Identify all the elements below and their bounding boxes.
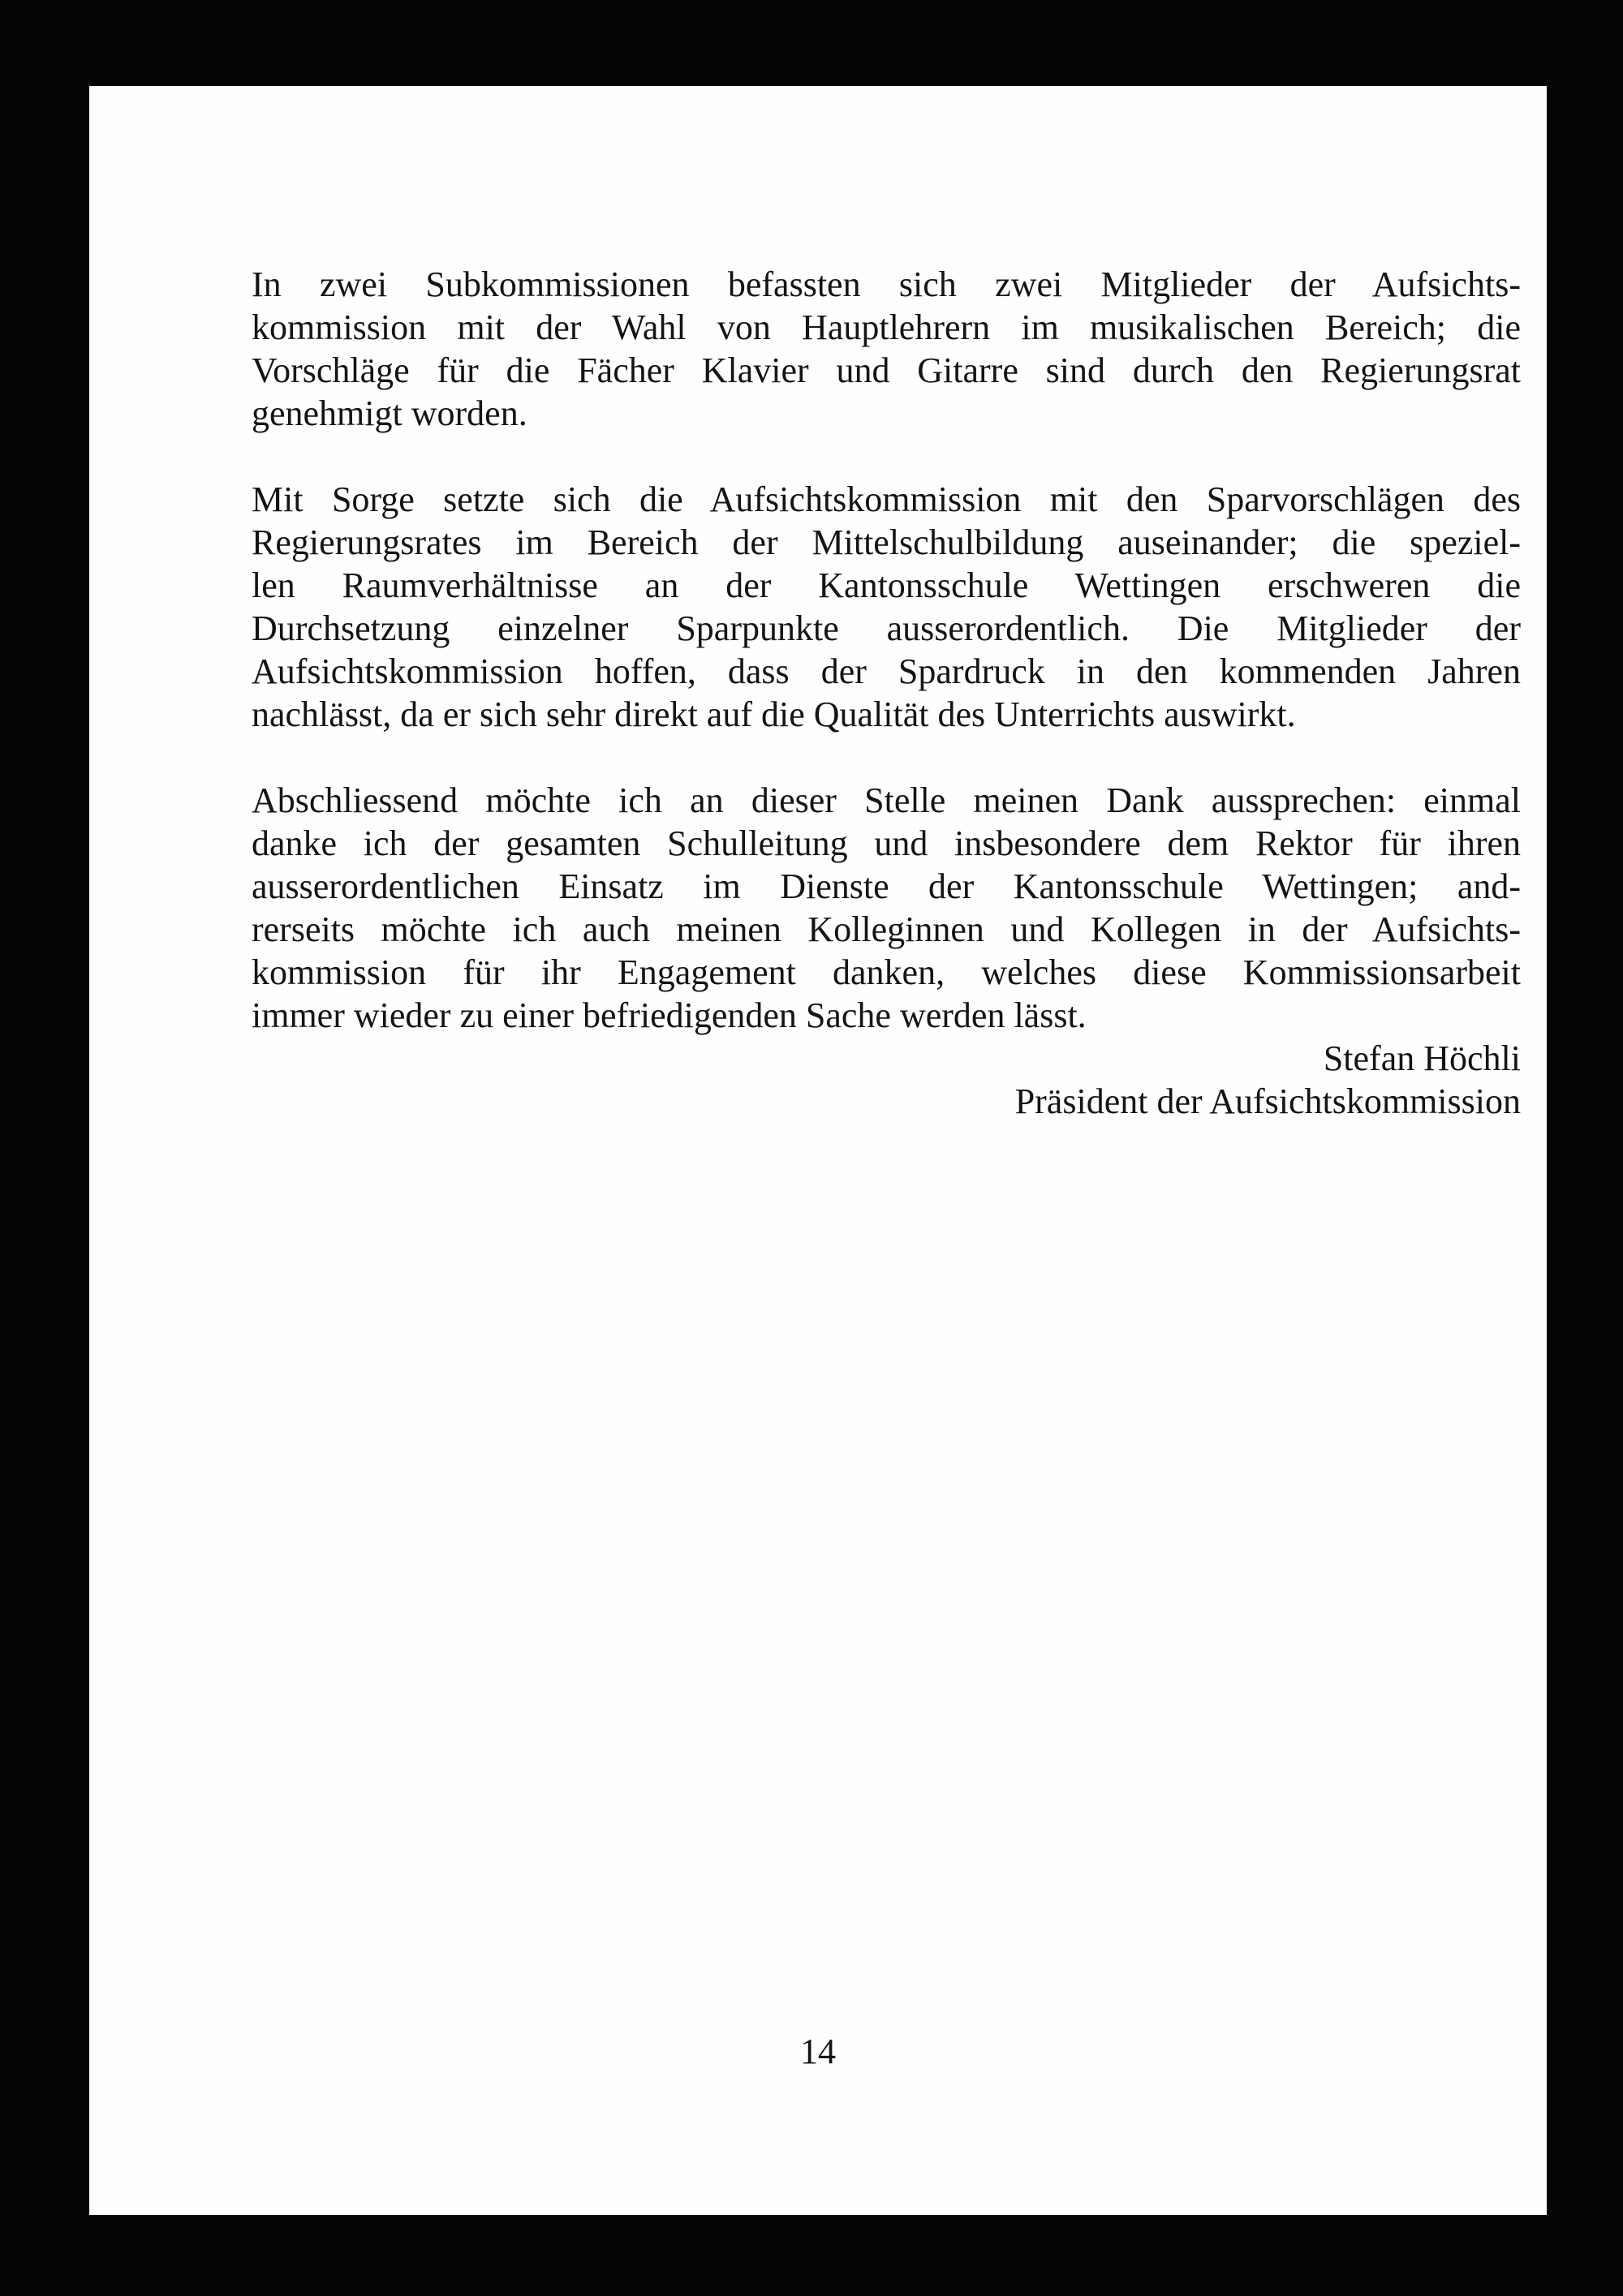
body-text (252, 263, 1521, 1123)
signature-title: Präsident der Aufsichtskommission (1014, 1081, 1521, 1121)
text-line: kommission mit der Wahl von Hauptlehrern im musikalischen Bereich; die (252, 307, 1521, 347)
text-line: Regierungsrates im Bereich der Mittelschulbildung auseinander; die speziel- (252, 522, 1521, 562)
text-line: immer wieder zu einer befriedigenden Sache werden lässt. (252, 995, 1087, 1035)
text-line: kommission für ihr Engagement danken, welches diese Kommissionsarbeit (252, 952, 1521, 992)
text-line: Durchsetzung einzelner Sparpunkte ausserordentlich. Die Mitglieder der (252, 608, 1521, 648)
page-number: 14 (800, 2032, 836, 2071)
text-line: Mit Sorge setzte sich die Aufsichtskommission mit den Sparvorschlägen des (252, 479, 1521, 519)
paragraph-subkommissionen (252, 263, 1521, 435)
text-line: genehmigt worden. (252, 393, 527, 433)
paragraph-dank (252, 779, 1521, 1037)
text-line: danke ich der gesamten Schulleitung und insbesondere dem Rektor für ihren (252, 823, 1521, 863)
document-page (89, 86, 1547, 2215)
signature-block (252, 1037, 1521, 1123)
signature-name: Stefan Höchli (1323, 1038, 1521, 1078)
text-line: len Raumverhältnisse an der Kantonsschule Wettingen erschweren die (252, 565, 1521, 605)
text-line: Vorschläge für die Fächer Klavier und Gitarre sind durch den Regierungsrat (252, 350, 1521, 390)
paragraph-sparvorschlaege (252, 478, 1521, 736)
text-line: nachlässt, da er sich sehr direkt auf die Qualität des Unterrichts auswirkt. (252, 694, 1296, 734)
text-line: In zwei Subkommissionen befassten sich zwei Mitglieder der Aufsichts- (252, 264, 1521, 304)
text-line: rerseits möchte ich auch meinen Kolleginnen und Kollegen in der Aufsichts- (252, 909, 1521, 949)
text-line: Abschliessend möchte ich an dieser Stelle meinen Dank aussprechen: einmal (252, 780, 1521, 820)
text-line: Aufsichtskommission hoffen, dass der Spardruck in den kommenden Jahren (252, 651, 1521, 691)
text-line: ausserordentlichen Einsatz im Dienste der Kantonsschule Wettingen; and- (252, 866, 1521, 906)
